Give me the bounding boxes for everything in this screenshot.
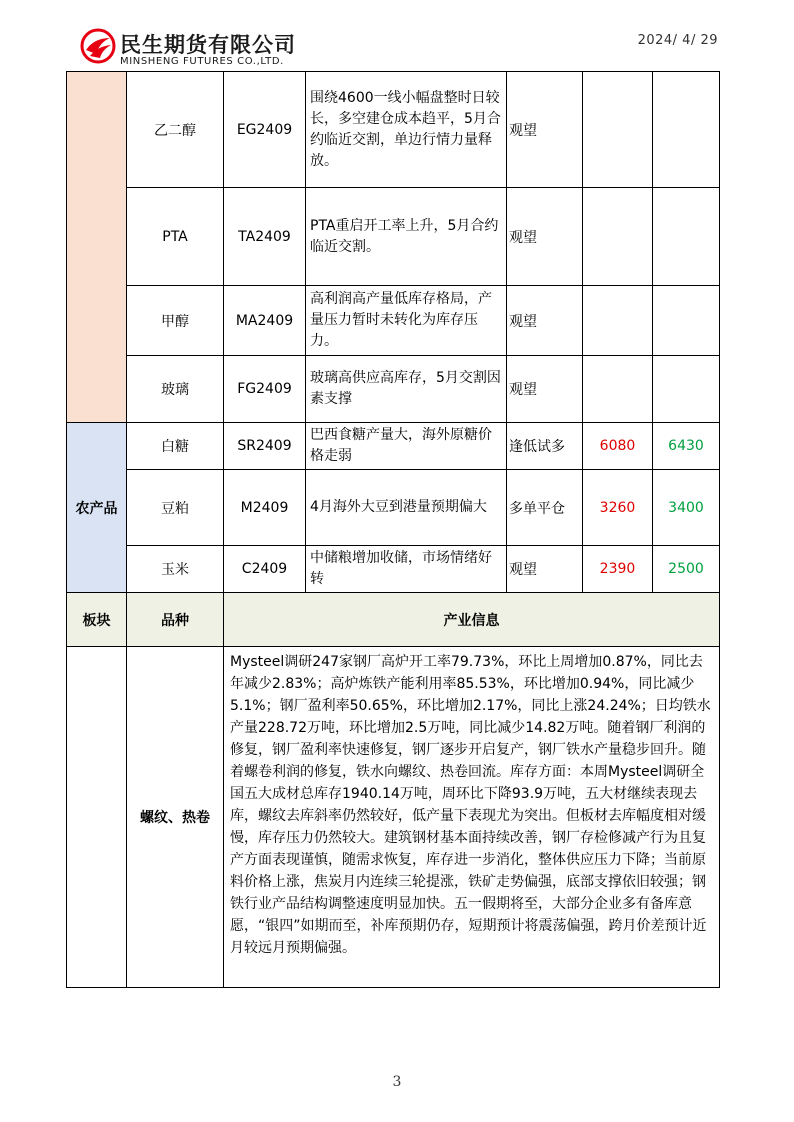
support-cell: 3260 [583, 470, 653, 546]
support-cell: 2390 [583, 546, 653, 593]
brand-name-en: MINSHENG FUTURES CO.,LTD. [120, 56, 284, 67]
resistance-cell [653, 188, 720, 286]
resistance-cell: 3400 [653, 470, 720, 546]
industry-info-cell: Mysteel调研247家钢厂高炉开工率79.73%，环比上周增加0.87%，同比去年减少2.83%；高炉炼铁产能利用率85.53%，环比增加0.94%，同比减少5.1%；钢厂盈利率50.65%，环比增加2.17%，同比上涨24.24%；日均铁水产量228.72万吨，环比增加2.5万吨，同比减少14.82万吨。随着钢厂利润的修复，钢厂盈利率快速修复，钢厂逐步开启复产，钢厂铁水产量稳步回升。随着螺卷利润的修复，铁水向螺纹、热卷回流。库存方面：本周Mysteel调研全国五大成材总库存1940.14万吨，周环比下降93.9万吨，五大材继续表现去库，螺纹去库斜率仍然较好，低产量下表现尤为突出。但板材去库幅度相对缓慢，库存压力仍然较大。建筑钢材基本面持续改善，钢厂存检修减产行为且复产方面表现谨慎，随需求恢复，库存进一步消化，整体供应压力下降；当前原料价格上涨，焦炭月内连续三轮提涨，铁矿走势偏强，底部支撑依旧较强；钢铁行业产品结构调整速度明显加快。五一假期将至，大部分企业多有备库意愿，“银四”如期而至，补库预期仍存，短期预计将震荡偏强，跨月价差预计近月较远月预期偏强。 [224, 647, 720, 988]
table-row [67, 423, 720, 470]
support-cell [583, 188, 653, 286]
resistance-cell: 6430 [653, 423, 720, 470]
contract-cell: SR2409 [224, 423, 306, 470]
info-cell: 玻璃高供应高库存，5月交割因素支撑 [306, 356, 507, 423]
strategy-cell: 观望 [507, 286, 583, 356]
strategy-cell: 多单平仓 [507, 470, 583, 546]
segment-cell-chem [67, 72, 127, 423]
variety-cell: 乙二醇 [127, 72, 224, 188]
table-row [67, 286, 720, 356]
variety-cell: PTA [127, 188, 224, 286]
resistance-cell [653, 356, 720, 423]
strategy-cell: 逢低试多 [507, 423, 583, 470]
table-row [67, 72, 720, 188]
resistance-cell: 2500 [653, 546, 720, 593]
contract-cell: M2409 [224, 470, 306, 546]
strategy-table [66, 71, 720, 988]
contract-cell: EG2409 [224, 72, 306, 188]
table-row [67, 546, 720, 593]
support-cell [583, 72, 653, 188]
resistance-cell [653, 286, 720, 356]
info-cell: PTA重启开工率上升，5月合约临近交割。 [306, 188, 507, 286]
report-date: 2024/ 4/ 29 [637, 33, 718, 48]
support-cell [583, 356, 653, 423]
strategy-cell: 观望 [507, 546, 583, 593]
info-cell: 巴西食糖产量大，海外原糖价格走弱 [306, 423, 507, 470]
variety-cell: 玉米 [127, 546, 224, 593]
table-row [67, 470, 720, 546]
strategy-cell: 观望 [507, 72, 583, 188]
header-segment: 板块 [67, 593, 127, 647]
header-variety: 品种 [127, 593, 224, 647]
industry-variety-cell: 螺纹、热卷 [127, 647, 224, 988]
logo-mark-icon [80, 28, 116, 64]
variety-cell: 白糖 [127, 423, 224, 470]
strategy-cell: 观望 [507, 188, 583, 286]
support-cell [583, 286, 653, 356]
header-info: 产业信息 [224, 593, 720, 647]
contract-cell: MA2409 [224, 286, 306, 356]
page-number: 3 [392, 1074, 402, 1090]
info-cell: 4月海外大豆到港量预期偏大 [306, 470, 507, 546]
brand-name-cn: 民生期货有限公司 [120, 33, 296, 57]
contract-cell: C2409 [224, 546, 306, 593]
industry-row [67, 647, 720, 988]
industry-header-row [67, 593, 720, 647]
strategy-cell: 观望 [507, 356, 583, 423]
industry-segment-cell [67, 647, 127, 988]
info-cell: 高利润高产量低库存格局，产量压力暂时未转化为库存压力。 [306, 286, 507, 356]
support-cell: 6080 [583, 423, 653, 470]
info-cell: 中储粮增加收储，市场情绪好转 [306, 546, 507, 593]
variety-cell: 甲醇 [127, 286, 224, 356]
variety-cell: 豆粕 [127, 470, 224, 546]
table-row [67, 356, 720, 423]
table-row [67, 188, 720, 286]
variety-cell: 玻璃 [127, 356, 224, 423]
company-logo [80, 26, 320, 70]
contract-cell: TA2409 [224, 188, 306, 286]
resistance-cell [653, 72, 720, 188]
info-cell: 围绕4600一线小幅盘整时日较长，多空建仓成本趋平，5月合约临近交割，单边行情力量释放。 [306, 72, 507, 188]
contract-cell: FG2409 [224, 356, 306, 423]
segment-cell-agri: 农产品 [67, 423, 127, 593]
